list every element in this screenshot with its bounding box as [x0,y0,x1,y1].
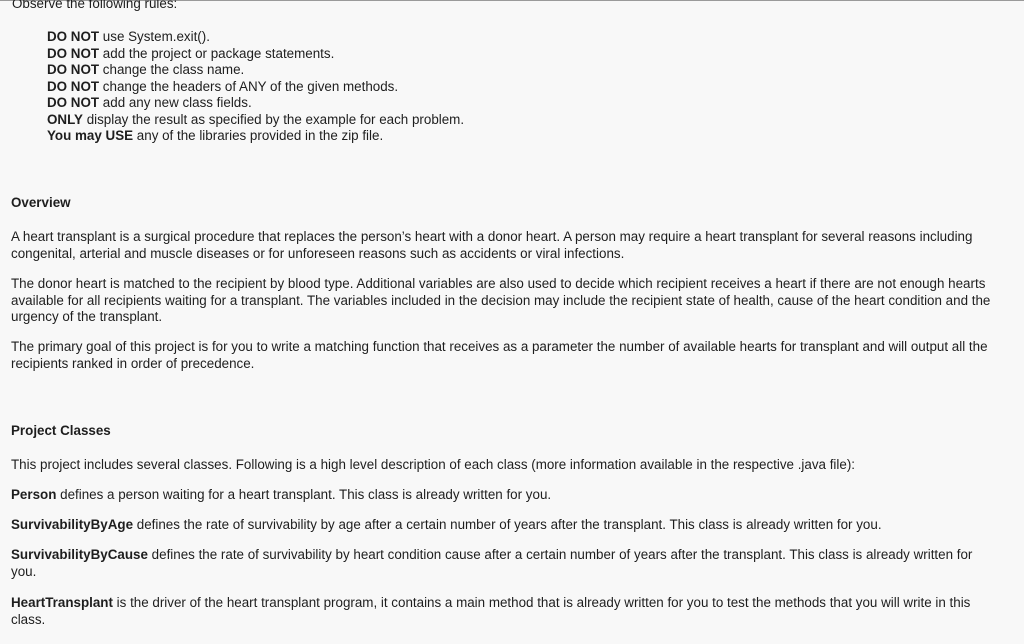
overview-paragraph: The donor heart is matched to the recipient by blood type. Additional variables are also used to decide which recipient receives a heart if there are not enough hearts available for all recipients waiting for a transplant. The variables included in the decision may include the recipient state of health, cause of the heart condition and the urgency of the transplant. [11,276,991,324]
rules-list [47,29,464,145]
rules-intro: Observe the following rules: [12,0,178,11]
class-description-text: is the driver of the heart transplant program, it contains a main method that is already written for you to test the methods that you will write in this class. [11,595,971,627]
rule-emphasis: DO NOT [47,62,100,77]
overview-paragraph: The primary goal of this project is for you to write a matching function that receives as a parameter the number of available hearts for transplant and will output all the recipients ranked in order of precedence. [11,339,988,371]
rule-text: any of the libraries provided in the zip file. [133,128,384,143]
classes-intro: This project includes several classes. Following is a high level description of each class (more information available in the respective .java file): [11,457,856,472]
class-description [11,517,996,534]
class-description-text: defines the rate of survivability by heart condition cause after a certain number of years after the transplant. This class is already written for you. [11,547,973,579]
rule-item [47,79,464,96]
class-description-text: defines the rate of survivability by age after a certain number of years after the transplant. This class is already written for you. [133,517,882,532]
rule-item [47,128,464,145]
class-name: Person [11,487,57,502]
class-description-text: defines a person waiting for a heart transplant. This class is already written for you. [56,487,552,502]
project-classes-heading: Project Classes [11,423,111,438]
class-description [11,595,996,628]
rule-item [47,46,464,63]
class-name: HeartTransplant [11,595,113,610]
class-description [11,547,996,580]
rule-text: use System.exit(). [99,29,210,44]
rule-emphasis: DO NOT [47,78,100,94]
rule-emphasis: DO NOT [47,29,100,44]
rule-item [47,62,464,79]
rule-item [47,29,464,46]
rule-text: change the class name. [99,62,245,77]
rule-emphasis: ONLY [47,111,83,127]
overview-heading: Overview [11,195,71,210]
class-description [11,487,996,504]
rule-text: change the headers of ANY of the given methods. [99,78,399,94]
rule-text: display the result as specified by the example for each problem. [82,111,465,127]
class-name: SurvivabilityByCause [11,547,148,562]
rule-item [47,95,464,112]
rule-emphasis: DO NOT [47,95,100,110]
rule-emphasis: DO NOT [47,45,100,61]
rule-text: add the project or package statements. [99,45,335,61]
rule-item [47,112,464,129]
rule-text: add any new class fields. [99,95,252,110]
overview-paragraph: A heart transplant is a surgical procedure that replaces the person’s heart with a donor heart. A person may require a heart transplant for several reasons including congenital, arterial and muscle diseases or for unforeseen reasons such as accidents or viral infections. [11,229,973,261]
class-name: SurvivabilityByAge [11,517,134,532]
rule-emphasis: You may USE [47,128,134,143]
